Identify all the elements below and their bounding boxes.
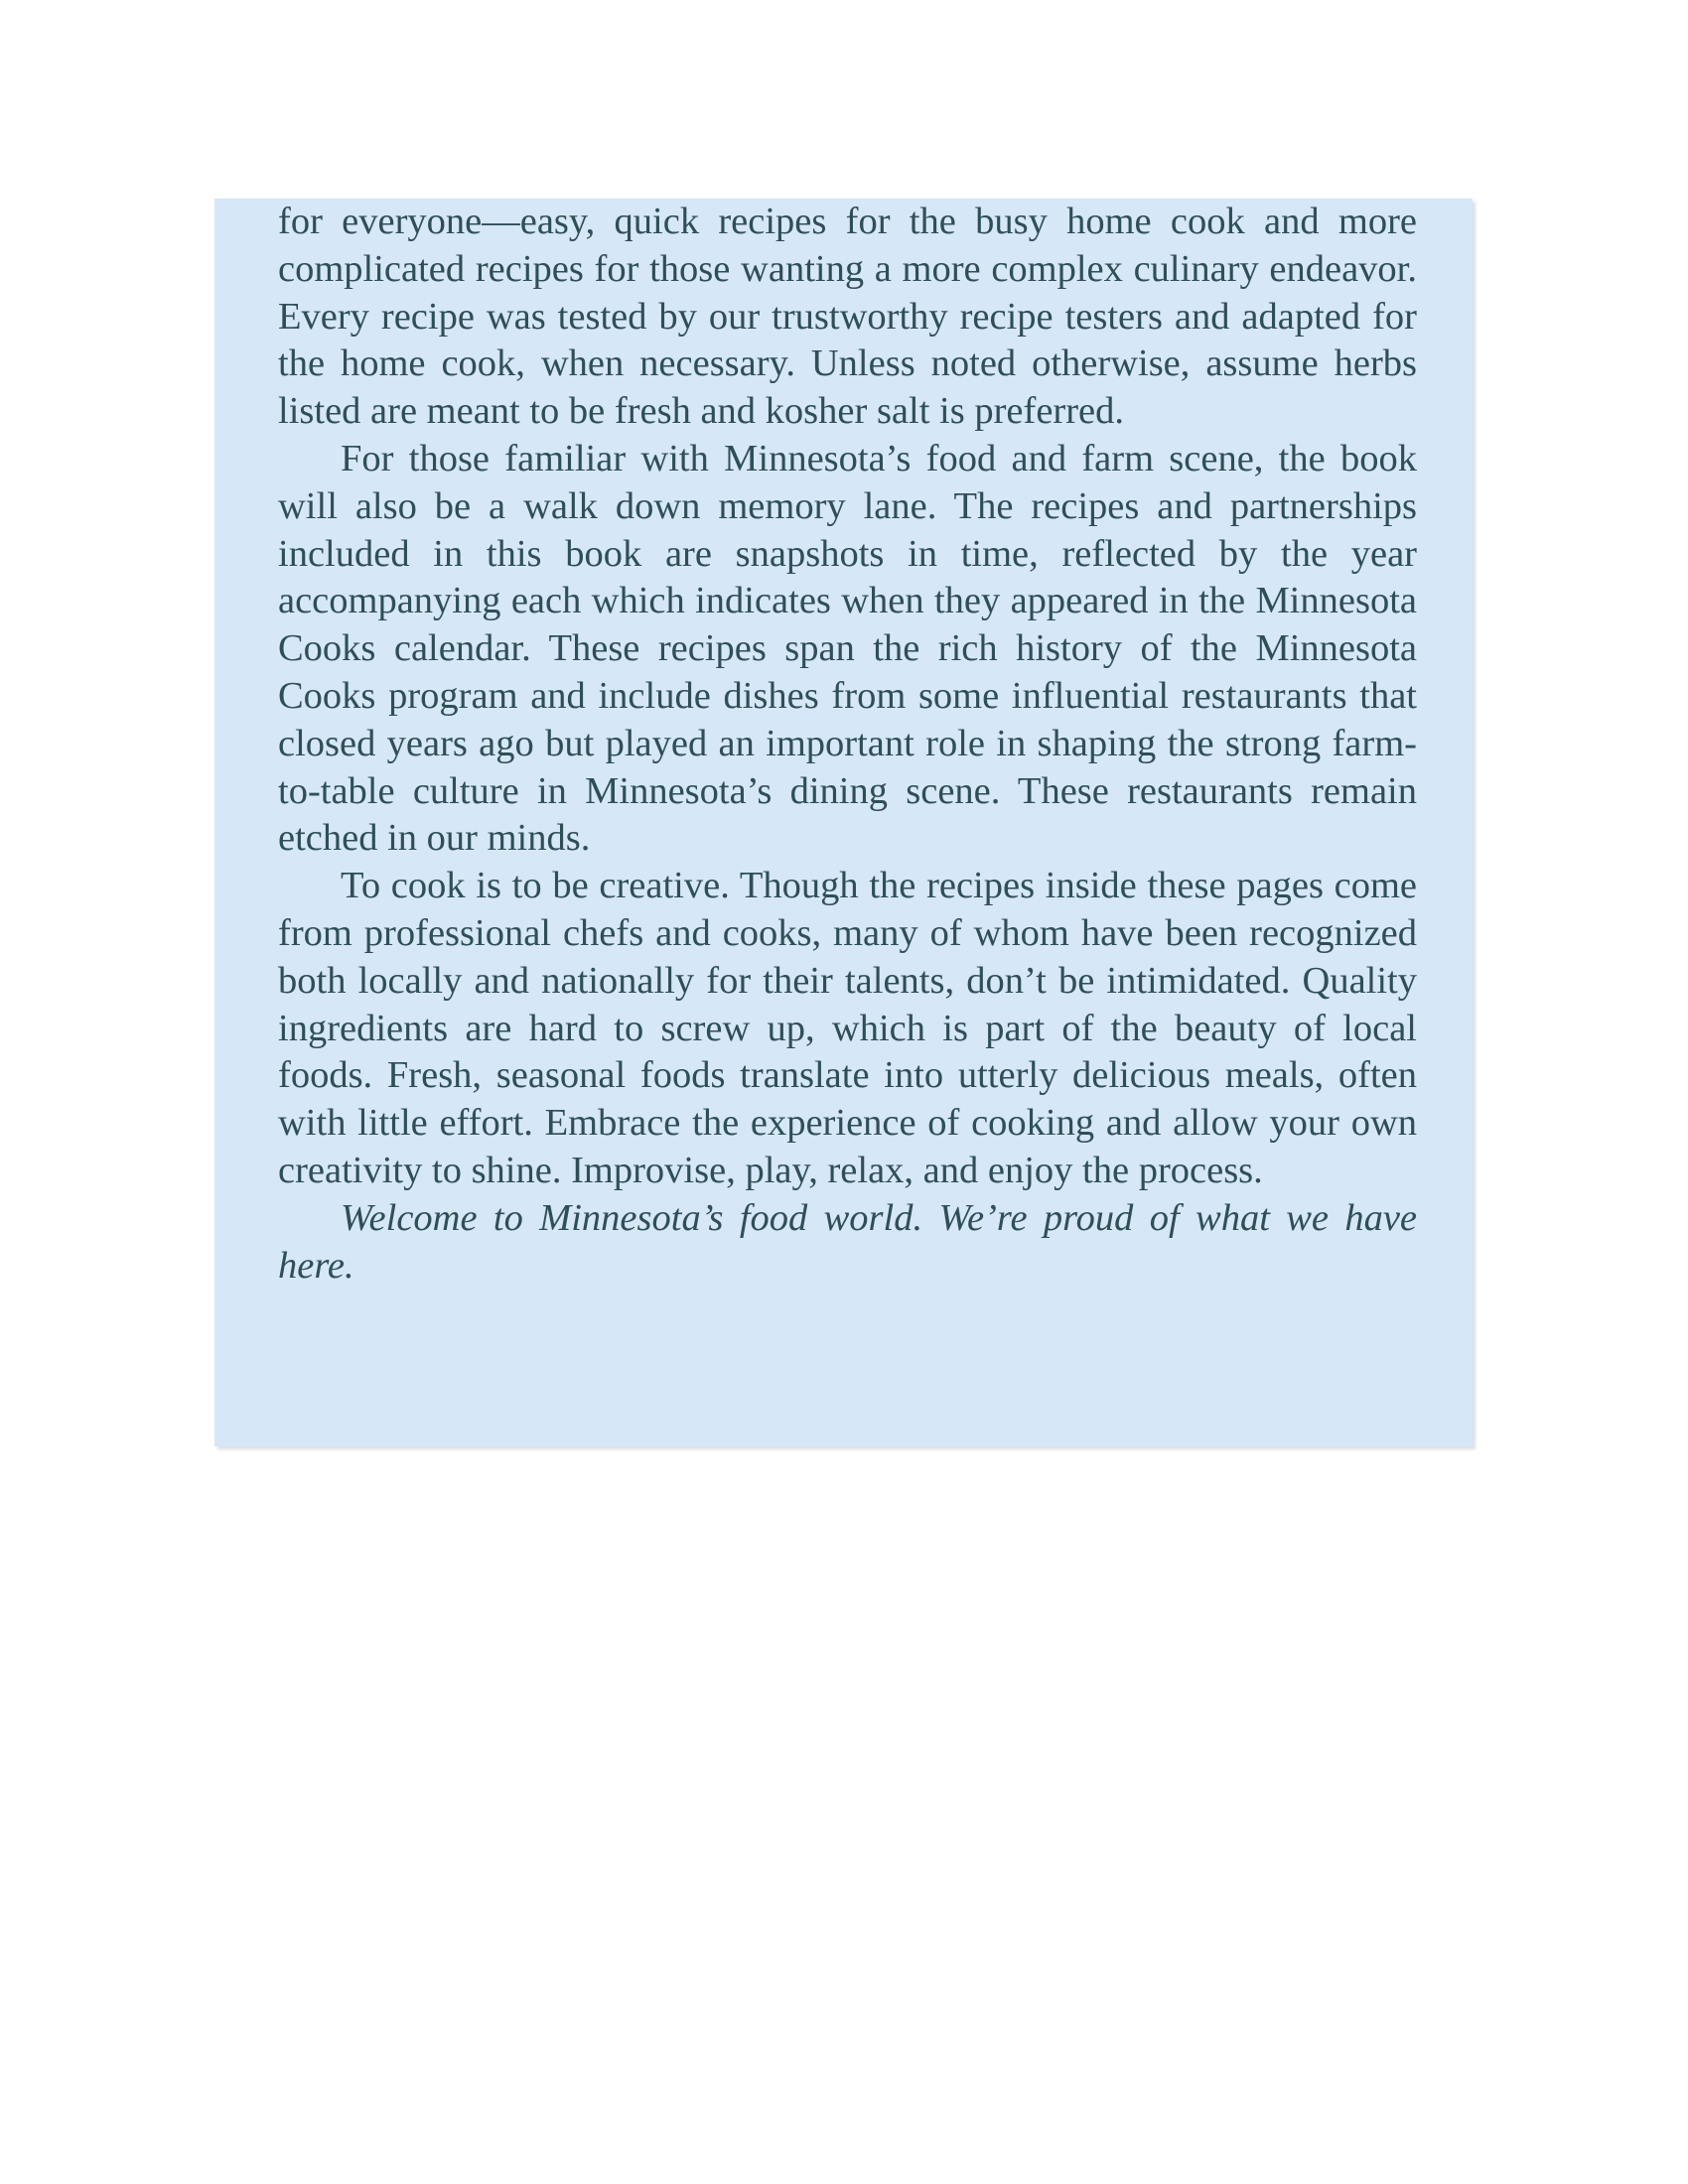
paragraph-cook-creative: To cook is to be creative. Though the recipes inside these pages come from professional chefs and cooks, many of whom have been recognized both locally and nationally for their talents, don’t be intimidated. Quality ingredients are hard to screw up, which is part of the beauty of local foods. Fresh, seasonal foods translate into utterly delicious meals, often with little effort. Embrace the experience of cooking and allow your own creativity to shine. Improvise, play, relax, and enjoy the process. (278, 865, 1417, 1191)
closing-line: Welcome to Minnesota’s food world. We’re proud of what we have here. (278, 1196, 1417, 1287)
paragraph-memory-lane: For those familiar with Minnesota’s food and farm scene, the book will also be a walk down memory lane. The recipes and partnerships included in this book are snapshots in time, reflected by the year accompanying each which indicates when they appeared in the Minnesota Cooks calendar. These recipes span the rich history of the Minnesota Cooks program and include dishes from some influential restaurants that closed years ago but played an important role in shaping the strong farm-to-table culture in Minnesota’s dining scene. These restaurants remain etched in our minds. (278, 437, 1417, 860)
highlighted-text-box (214, 199, 1473, 1446)
body-text (278, 199, 1417, 1290)
paragraph-continuation: for everyone—easy, quick recipes for the busy home cook and more complicated recipes for those wanting a more complex culinary endeavor. Every recipe was tested by our trustworthy recipe testers and adapted for the home cook, when necessary. Unless noted otherwise, assume herbs listed are meant to be fresh and kosher salt is preferred. (278, 201, 1417, 433)
